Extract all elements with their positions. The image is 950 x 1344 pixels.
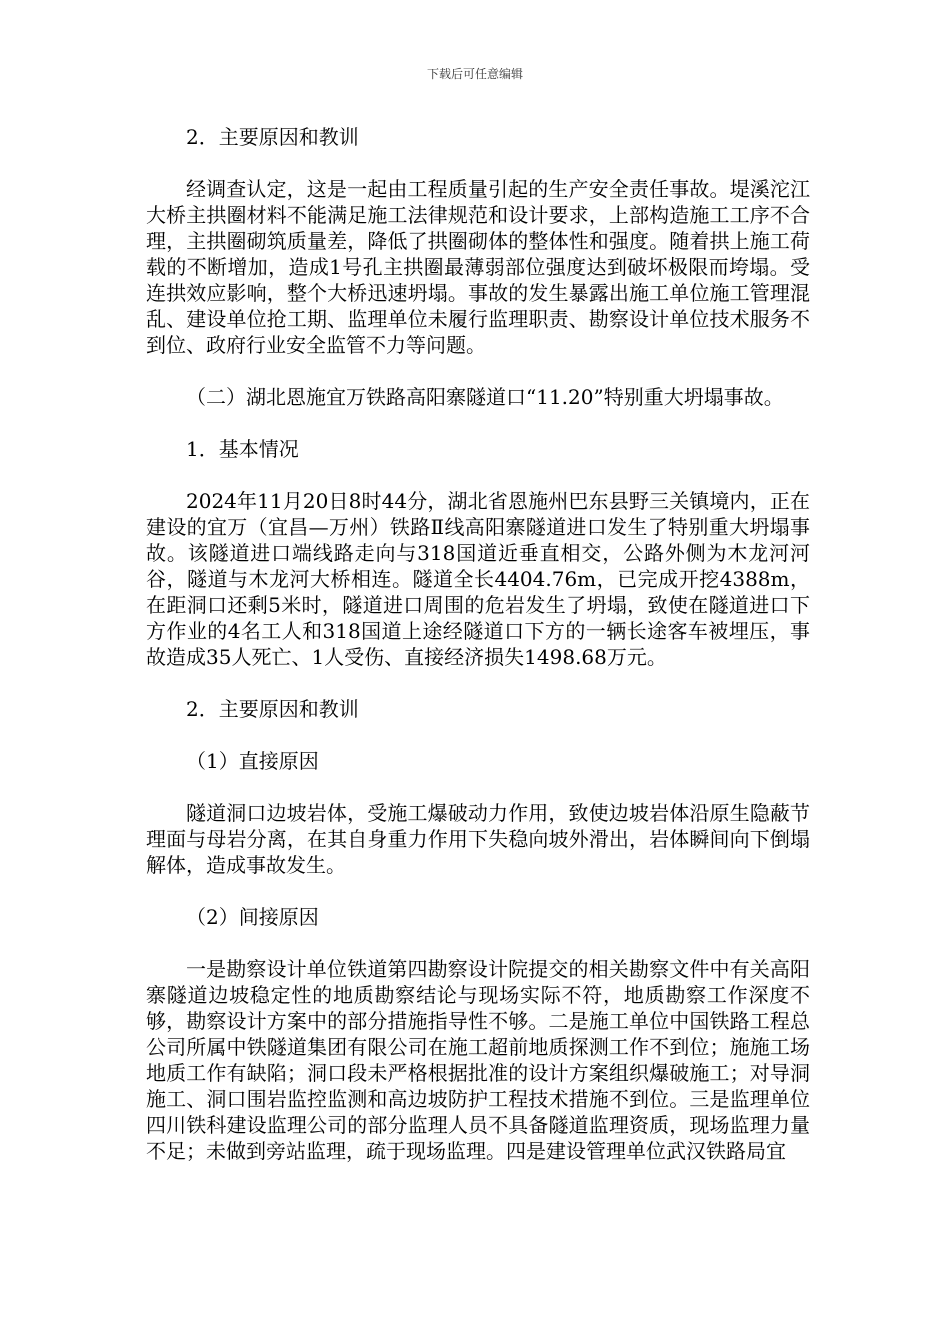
section-heading: 1．基本情况 [186,437,299,461]
paragraph: 隧道洞口边坡岩体，受施工爆破动力作用，致使边坡岩体沿原生隐蔽节理面与母岩分离，在其自身重力作用下失稳向坡外滑出，岩体瞬间向下倒塌解体，造成事故发生。 [146,801,810,877]
page-header: 下载后可任意编辑 [426,67,523,81]
section-heading: 2．主要原因和教训 [186,697,359,721]
section-heading: （二）湖北恩施宜万铁路高阳寨隧道口“11.20”特别重大坍塌事故。 [186,385,784,409]
subsection-heading: （1）直接原因 [186,749,319,773]
document-body [146,124,810,1164]
paragraph: 2024年11月20日8时44分，湖北省恩施州巴东县野三关镇境内，正在建设的宜万（宜昌—万州）铁路Ⅱ线高阳寨隧道进口发生了特别重大坍塌事故。该隧道进口端线路走向与318国道近垂直相交，公路外侧为木龙河河谷，隧道与木龙河大桥相连。隧道全长4404.76m，已完成开挖4388m，在距洞口还剩5米时，隧道进口周围的危岩发生了坍塌，致使在隧道进口下方作业的4名工人和318国道上途经隧道口下方的一辆长途客车被埋压，事故造成35人死亡、1人受伤、直接经济损失1498.68万元。 [146,489,810,669]
paragraph: 一是勘察设计单位铁道第四勘察设计院提交的相关勘察文件中有关高阳寨隧道边坡稳定性的地质勘察结论与现场实际不符，地质勘察工作深度不够，勘察设计方案中的部分措施指导性不够。二是施工单位中国铁路工程总公司所属中铁隧道集团有限公司在施工超前地质探测工作不到位；施施工场地质工作有缺陷；洞口段未严格根据批准的设计方案组织爆破施工；对导洞施工、洞口围岩监控监测和高边坡防护工程技术措施不到位。三是监理单位四川铁科建设监理公司的部分监理人员不具备隧道监理资质，现场监理力量不足；未做到旁站监理，疏于现场监理。四是建设管理单位武汉铁路局宜 [146,957,810,1163]
subsection-heading: （2）间接原因 [186,905,319,929]
paragraph: 经调查认定，这是一起由工程质量引起的生产安全责任事故。堤溪沱江大桥主拱圈材料不能满足施工法律规范和设计要求，上部构造施工工序不合理，主拱圈砌筑质量差，降低了拱圈砌体的整体性和强度。随着拱上施工荷载的不断增加，造成1号孔主拱圈最薄弱部位强度达到破坏极限而垮塌。受连拱效应影响，整个大桥迅速坍塌。事故的发生暴露出施工单位施工管理混乱、建设单位抢工期、监理单位未履行监理职责、勘察设计单位技术服务不到位、政府行业安全监管不力等问题。 [146,177,810,357]
section-heading: 2．主要原因和教训 [186,125,359,149]
